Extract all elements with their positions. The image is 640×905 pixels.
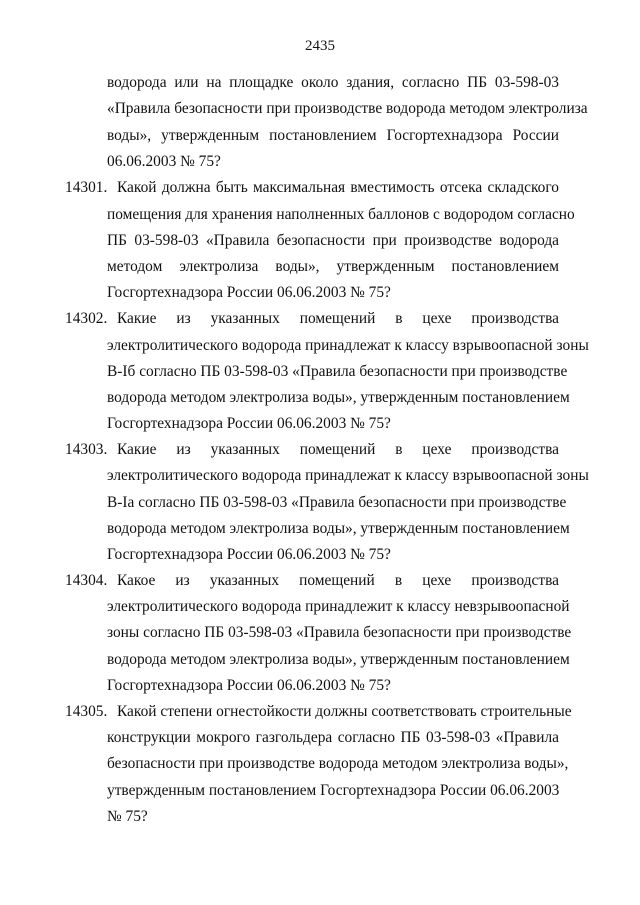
text-line: Какие из указанных помещений в цехе производства — [117, 441, 559, 458]
text-line: Госгортехнадзора России 06.06.2003 № 75? — [107, 546, 391, 563]
text-line: Какое из указанных помещений в цехе производства — [117, 572, 559, 589]
text-line: помещения для хранения наполненных баллонов с водородом согласно — [107, 206, 575, 223]
question-number: 14305. — [65, 703, 108, 720]
text-line: Госгортехнадзора России 06.06.2003 № 75? — [107, 415, 391, 432]
text-line: зоны согласно ПБ 03-598-03 «Правила безопасности при производстве — [107, 624, 572, 641]
text-line: 06.06.2003 № 75? — [107, 153, 221, 170]
text-line: Какой должна быть максимальная вместимость отсека складского — [117, 179, 559, 196]
text-line: безопасности при производстве водорода методом электролиза воды», — [107, 755, 569, 772]
page-number: 2435 — [305, 38, 335, 54]
text-line: электролитического водорода принадлежат к классу взрывоопасной зоны — [107, 467, 589, 484]
text-line: водорода методом электролиза воды», утвержденным постановлением — [107, 389, 570, 406]
text-line: Госгортехнадзора России 06.06.2003 № 75? — [107, 677, 391, 694]
text-line: электролитического водорода принадлежит к классу невзрывоопасной — [107, 598, 570, 615]
text-line: воды», утвержденным постановлением Госгортехнадзора России — [107, 127, 559, 144]
text-line: утвержденным постановлением Госгортехнадзора России 06.06.2003 — [107, 782, 560, 799]
text-line: электролитического водорода принадлежат к классу взрывоопасной зоны — [107, 337, 589, 354]
question-number: 14302. — [65, 310, 108, 327]
text-line: № 75? — [107, 808, 148, 825]
text-line: ПБ 03-598-03 «Правила безопасности при производстве водорода — [107, 232, 559, 249]
text-line: водорода методом электролиза воды», утвержденным постановлением — [107, 520, 570, 537]
text-line: Какие из указанных помещений в цехе производства — [117, 310, 559, 327]
text-line: «Правила безопасности при производстве водорода методом электролиза — [107, 100, 588, 117]
text-line: Госгортехнадзора России 06.06.2003 № 75? — [107, 284, 391, 301]
text-line: водорода методом электролиза воды», утвержденным постановлением — [107, 651, 570, 668]
text-line: В-Iб согласно ПБ 03-598-03 «Правила безопасности при производстве — [107, 363, 568, 380]
text-line: Какой степени огнестойкости должны соответствовать строительные — [117, 703, 572, 720]
text-line: методом электролиза воды», утвержденным постановлением — [107, 258, 559, 275]
question-number: 14304. — [65, 572, 108, 589]
question-number: 14301. — [65, 179, 108, 196]
text-line: В-Iа согласно ПБ 03-598-03 «Правила безопасности при производстве — [107, 494, 567, 511]
text-line: конструкции мокрого газгольдера согласно ПБ 03-598-03 «Правила — [107, 729, 559, 746]
question-number: 14303. — [65, 441, 108, 458]
text-line: водорода или на площадке около здания, согласно ПБ 03-598-03 — [107, 74, 559, 91]
